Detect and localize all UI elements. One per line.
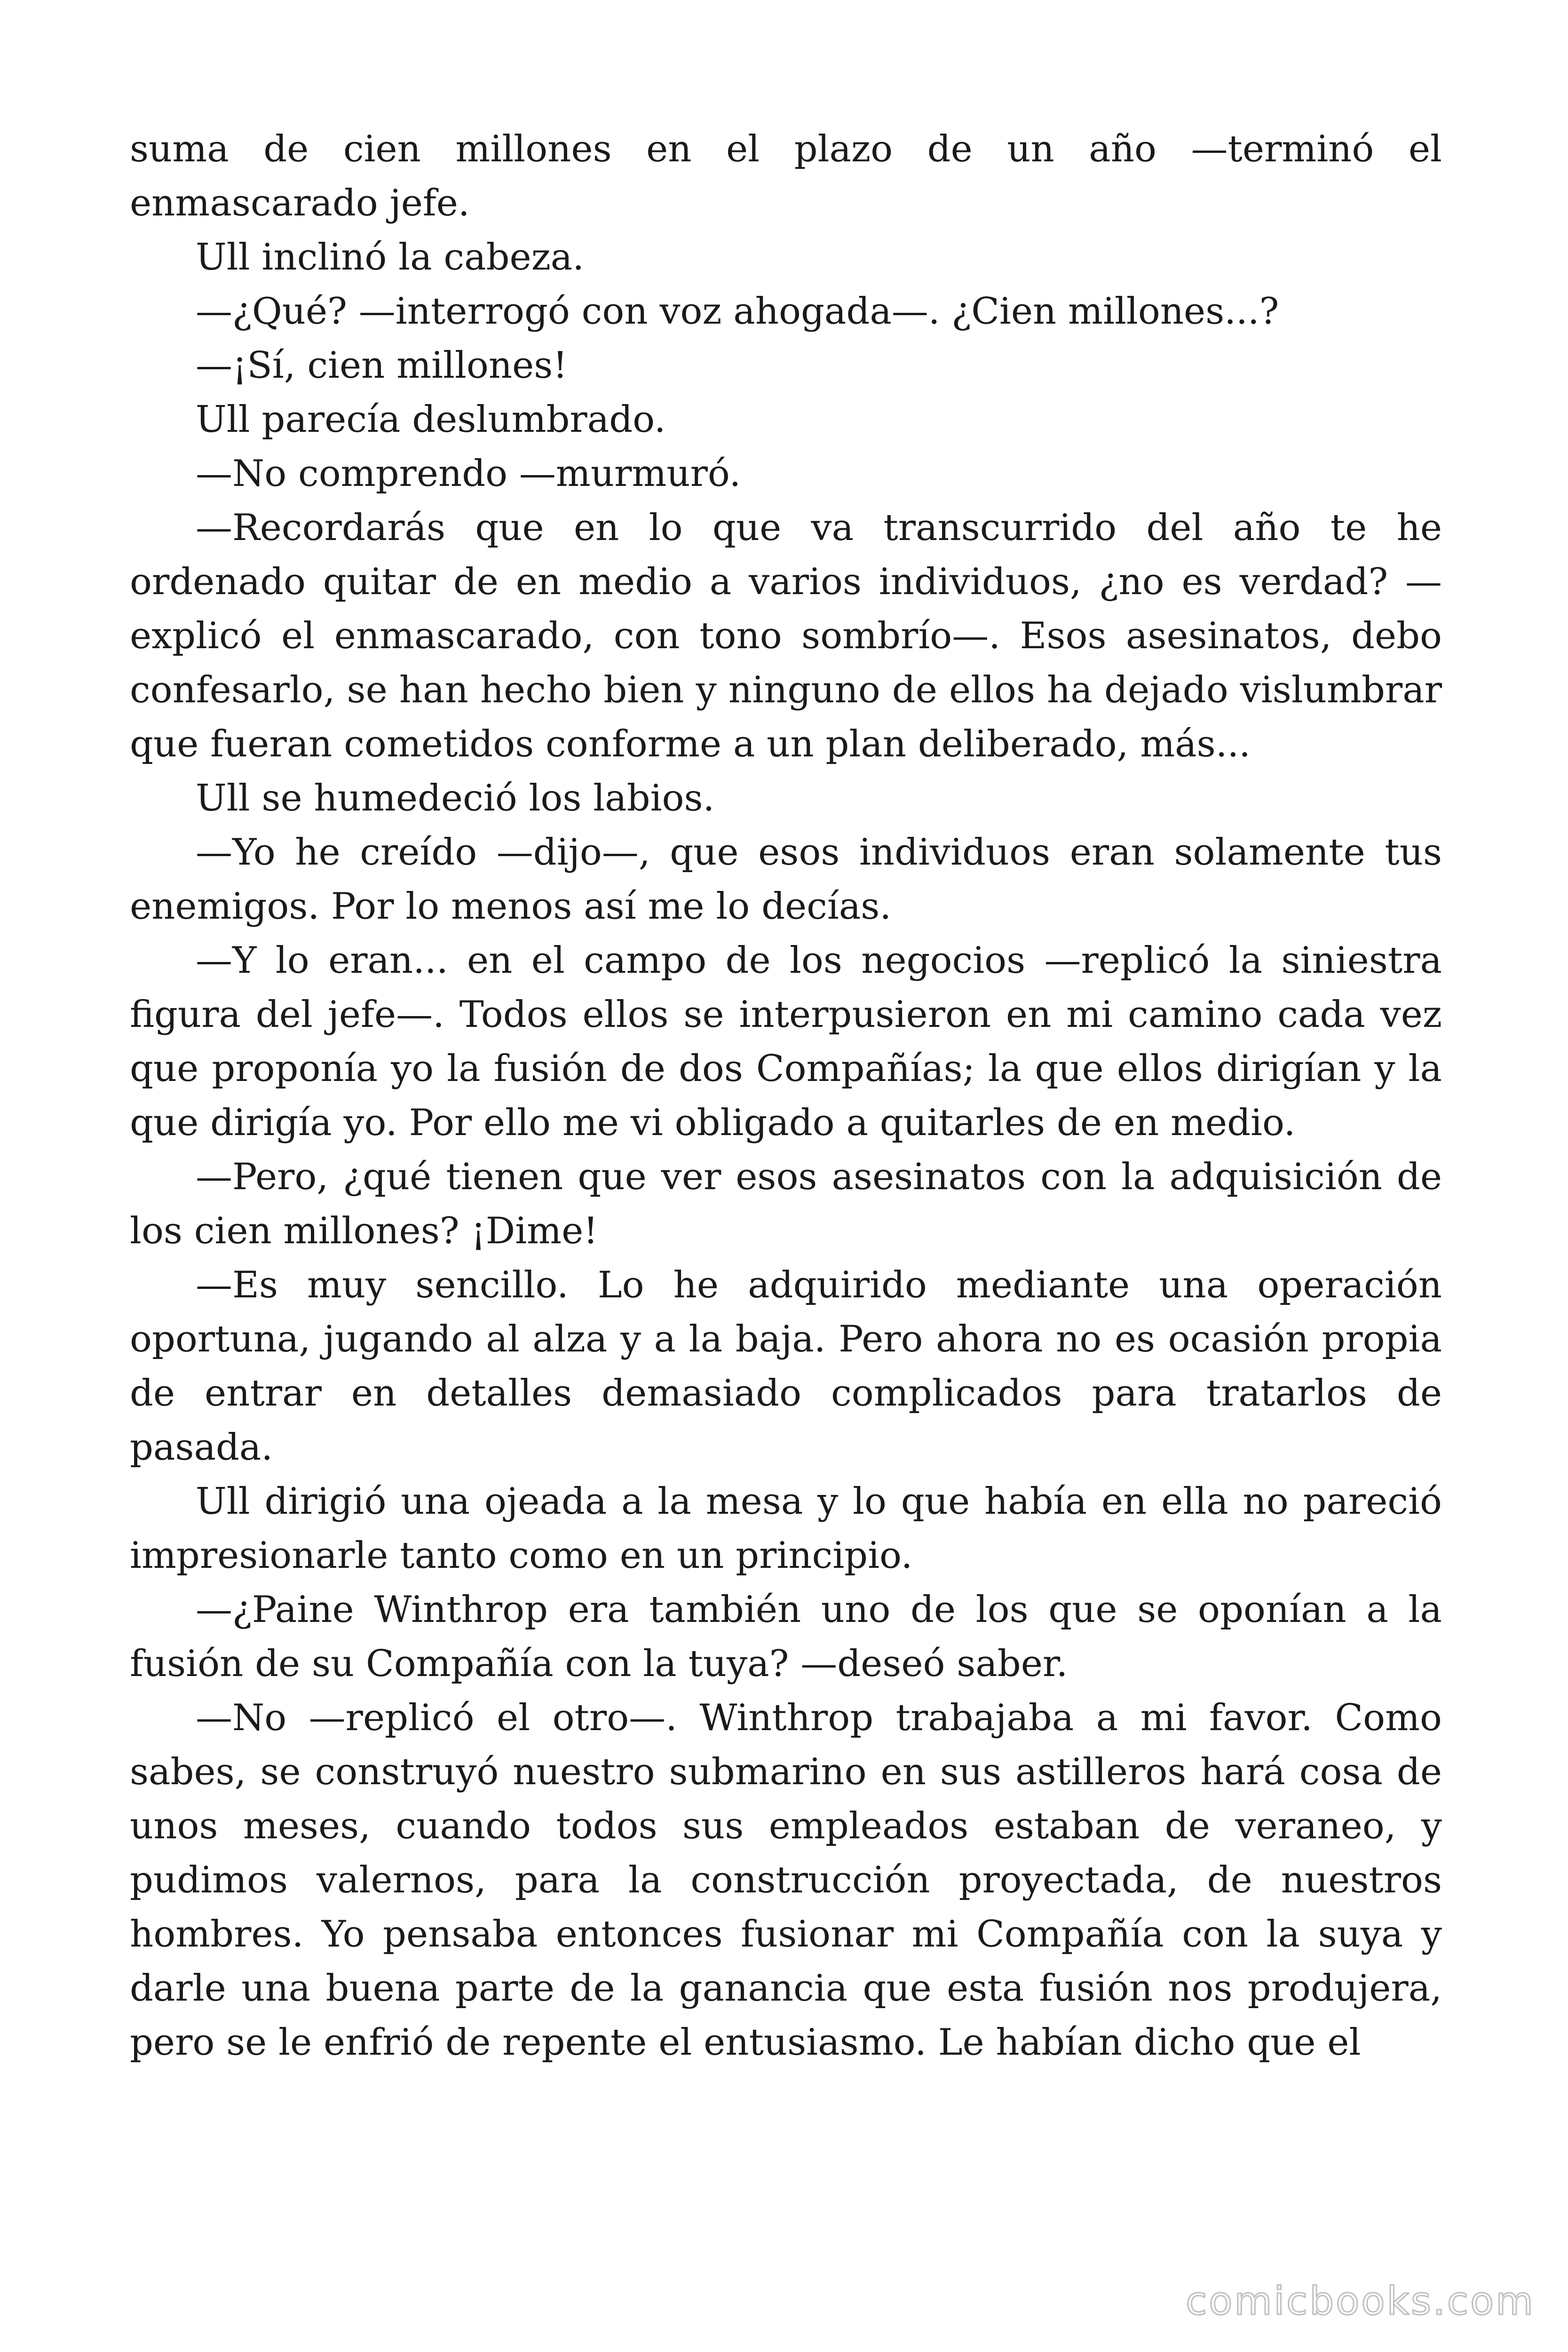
paragraph: Ull parecía deslumbrado. [196,398,666,441]
paragraph: —Yo he creído —dijo—, que esos individuos eran solamente tus enemigos. Por lo menos así me lo decías. [130,831,1442,928]
book-page-text [130,122,1442,2070]
paragraph: —Recordarás que en lo que va transcurrido del año te he ordenado quitar de en medio a varios individuos, ¿no es verdad? —explicó el enmascarado, con tono sombrío—. Esos asesinatos, debo confesarlo, se han hecho bien y ninguno de ellos ha dejado vislumbrar que fueran cometidos conforme a un plan deliberado, más... [130,507,1442,765]
paragraph: —Y lo eran... en el campo de los negocios —replicó la siniestra figura del jefe—. Todos ellos se interpusieron en mi camino cada vez que proponía yo la fusión de dos Compañías; la que ellos dirigían y la que dirigía yo. Por ello me vi obligado a quitarles de en medio. [130,939,1442,1144]
watermark: comicbooks.com [1186,2279,1535,2324]
paragraph: —No —replicó el otro—. Winthrop trabajaba a mi favor. Como sabes, se construyó nuestro submarino en sus astilleros hará cosa de unos meses, cuando todos sus empleados estaban de veraneo, y pudimos valernos, para la construcción proyectada, de nuestros hombres. Yo pensaba entonces fusionar mi Compañía con la suya y darle una buena parte de la ganancia que esta fusión nos produjera, pero se le enfrió de repente el entusiasmo. Le habían dicho que el [130,1697,1442,2064]
paragraph: —Pero, ¿qué tienen que ver esos asesinatos con la adquisición de los cien millones? ¡Dime! [130,1156,1442,1252]
paragraph: Ull dirigió una ojeada a la mesa y lo que había en ella no pareció impresionarle tanto como en un principio. [130,1480,1442,1577]
paragraph: Ull inclinó la cabeza. [196,236,585,278]
paragraph: Ull se humedeció los labios. [196,777,715,819]
paragraph: —Es muy sencillo. Lo he adquirido mediante una operación oportuna, jugando al alza y a la baja. Pero ahora no es ocasión propia de entrar en detalles demasiado complicados para tratarlos de pasada. [130,1264,1442,1469]
paragraph-continued: suma de cien millones en el plazo de un año —terminó el enmascarado jefe. [130,128,1442,224]
paragraph: —¿Paine Winthrop era también uno de los que se oponían a la fusión de su Compañía con la tuya? —deseó saber. [130,1589,1442,1685]
paragraph: —No comprendo —murmuró. [196,453,741,495]
paragraph: —¡Sí, cien millones! [196,344,568,387]
paragraph: —¿Qué? —interrogó con voz ahogada—. ¿Cien millones...? [196,290,1279,333]
